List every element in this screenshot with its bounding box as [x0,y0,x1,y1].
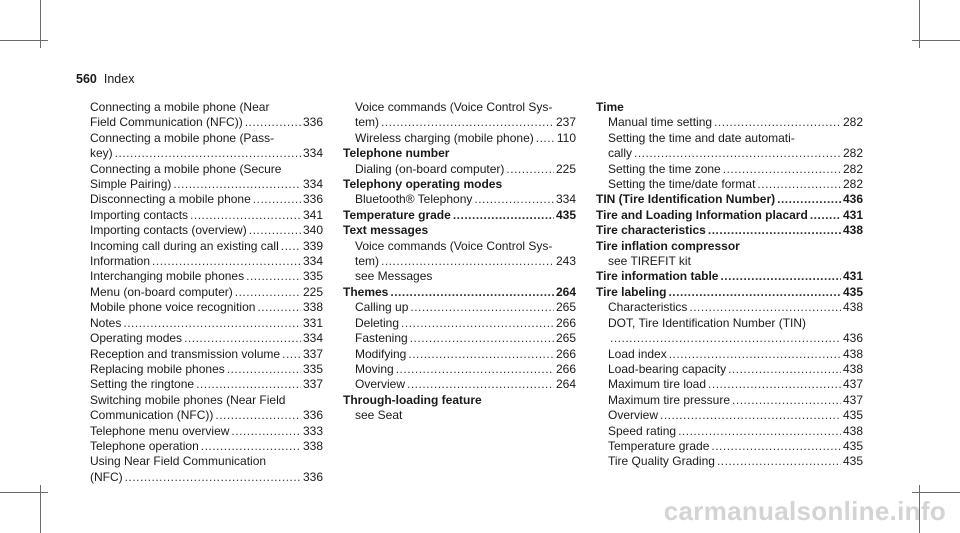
dot-leader [282,347,301,362]
index-entry-term: Setting the time/date format [608,177,756,192]
index-entry-page: 225 [555,161,576,176]
crop-mark [0,40,48,41]
index-entry [90,177,323,192]
index-entry [90,162,323,177]
index-entry [596,223,863,238]
index-entry-term: Time [596,100,624,114]
index-entry [596,146,863,161]
index-entry-term: Wireless charging (mobile phone) [355,130,534,145]
index-column-1 [90,100,323,485]
dot-leader [249,223,301,238]
dot-leader [732,393,841,408]
index-entry-term: Switching mobile phones (Near Field [90,392,286,407]
index-entry-term: Mobile phone voice recognition [90,300,256,315]
index-entry-page: 264 [555,377,576,392]
index-entry-term: Characteristics [608,300,688,315]
dot-leader [235,285,301,300]
index-entry-term: Temperature grade [608,438,710,453]
index-entry [343,285,576,300]
index-entry-term: Voice commands (Voice Control Sys- [355,100,553,114]
index-entry-term: Setting the time and date automati- [608,130,795,145]
dot-leader [410,331,554,346]
index-entry-page: 436 [842,192,863,207]
index-entry [343,208,576,223]
index-entry [596,454,863,469]
dot-leader [810,208,841,223]
index-entry-term: Voice commands (Voice Control Sys- [355,238,553,253]
dot-leader [152,254,301,269]
index-entry-page: 435 [555,207,576,222]
dot-leader [281,239,301,254]
index-entry-page: 282 [842,115,863,130]
index-entry [596,115,863,130]
dot-leader [257,300,301,315]
index-entry-page: 339 [302,238,323,253]
index-entry-term: Maximum tire load [608,377,707,392]
index-entry-term: Connecting a mobile phone (Pass- [90,130,275,145]
dot-leader [125,470,301,485]
index-entry [343,223,576,238]
index-entry-term: Modifying [355,346,407,361]
index-entry-term: DOT, Tire Identification Number (TIN) [608,315,807,330]
dot-leader [201,439,301,454]
index-column-2 [343,100,576,424]
index-entry-term: Manual time setting [608,115,713,130]
index-entry-term: Connecting a mobile phone (Secure [90,161,282,176]
index-entry-term: Speed rating [608,423,677,438]
index-entry-term: Fastening [355,331,408,346]
index-entry [90,331,323,346]
page-number: 560 [76,72,97,86]
dot-leader [115,146,301,161]
index-entry-page: 438 [842,423,863,438]
index-entry-term: Notes [90,315,122,330]
index-entry-page: 335 [302,361,323,376]
index-entry [343,269,576,284]
dot-leader [381,115,554,130]
index-entry-term: Importing contacts (overview) [90,223,247,238]
index-entry-term: tem) [355,254,379,269]
index-entry-page: 334 [302,177,323,192]
index-entry [596,331,863,346]
index-entry-page: 331 [302,315,323,330]
index-entry-term: see Messages [355,269,433,284]
dot-leader [714,115,841,130]
dot-leader [669,347,841,362]
dot-leader [381,254,554,269]
index-entry [343,362,576,377]
index-entry [596,254,863,269]
index-entry-page: 335 [302,269,323,284]
index-entry-page: 225 [302,284,323,299]
index-entry-page: 265 [555,300,576,315]
dot-leader [396,362,554,377]
index-entry-term: Incoming call during an existing call [90,238,279,253]
index-entry-page: 435 [842,408,863,423]
index-entry [90,300,323,315]
index-entry-term: Tire inflation compressor [596,238,740,253]
index-entry-page: 336 [302,115,323,130]
index-entry-page: 337 [302,346,323,361]
index-entry-page: 338 [302,300,323,315]
index-entry [596,347,863,362]
dot-leader [196,377,301,392]
index-entry [90,223,323,238]
index-entry [596,408,863,423]
index-entry [596,393,863,408]
index-entry [343,377,576,392]
index-entry [596,162,863,177]
page-title: Index [103,72,135,86]
dot-leader [407,377,554,392]
index-entry-page: 333 [302,423,323,438]
index-entry [343,347,576,362]
index-entry-term: (NFC) [90,469,123,484]
index-entry-term: Interchanging mobile phones [90,269,245,284]
index-entry-term: Connecting a mobile phone (Near [90,100,270,114]
dot-leader [227,362,301,377]
index-entry [90,192,323,207]
index-entry [343,254,576,269]
index-entry [90,408,323,423]
index-entry-page: 266 [555,346,576,361]
index-entry [90,454,323,469]
index-entry-term: Tire information table [596,269,719,284]
index-entry-page: 334 [302,254,323,269]
dot-leader [390,285,554,300]
index-entry [343,146,576,161]
index-entry-term: Text messages [343,223,429,238]
index-entry-page: 338 [302,438,323,453]
index-entry-page: 336 [302,469,323,484]
index-entry-page: 340 [302,223,323,238]
index-entry-page: 435 [842,454,863,469]
dot-leader [634,146,841,161]
watermark: carmanualsonline.info [663,496,946,526]
index-entry [90,424,323,439]
index-entry [90,393,323,408]
dot-leader [660,408,841,423]
dot-leader [536,131,555,146]
index-entry-page: 341 [302,207,323,222]
index-entry-term: tem) [355,115,379,130]
index-entry-page: 437 [842,377,863,392]
index-entry-page: 438 [842,361,863,376]
crop-mark [912,40,960,41]
index-entry-term: see Seat [355,408,403,423]
dot-leader [668,285,841,300]
index-entry-page: 431 [842,207,863,222]
index-entry-page: 266 [555,361,576,376]
dot-leader [231,424,301,439]
index-entry-term: Telephone operation [90,438,199,453]
index-entry-page: 282 [842,161,863,176]
index-entry-page: 336 [302,408,323,423]
index-entry [596,239,863,254]
index-column-3 [596,100,863,470]
index-entry-term: Load-bearing capacity [608,361,727,376]
index-entry [596,316,863,331]
index-entry-page: 237 [555,115,576,130]
index-entry [343,331,576,346]
dot-leader [245,115,301,130]
dot-leader [728,362,841,377]
index-entry-term: key) [90,146,113,161]
index-entry [343,239,576,254]
dot-leader [678,424,841,439]
index-entry-page: 337 [302,377,323,392]
index-entry-page: 438 [842,346,863,361]
index-entry [90,439,323,454]
dot-leader [173,177,301,192]
index-entry [596,377,863,392]
index-entry [596,300,863,315]
index-entry [90,347,323,362]
index-entry-term: Calling up [355,300,409,315]
index-entry-term: see TIREFIT kit [608,254,691,269]
dot-leader [410,300,554,315]
index-entry [596,208,863,223]
index-entry-term: Deleting [355,315,400,330]
index-entry-term: Dialing (on-board computer) [355,161,505,176]
dot-leader [723,162,841,177]
index-entry-term: Using Near Field Communication [90,454,267,469]
index-entry-page: 435 [842,438,863,453]
index-entry-term: Themes [343,284,389,299]
index-entry [90,131,323,146]
index-entry-term: Information [90,254,151,269]
index-entry-term: TIN (Tire Identification Number) [596,192,776,207]
index-entry-term: Bluetooth® Telephony [355,192,473,207]
index-entry [343,115,576,130]
index-entry-page: 435 [842,284,863,299]
index-entry-term: cally [608,146,633,161]
index-entry [90,115,323,130]
index-entry [596,424,863,439]
dot-leader [215,408,301,423]
dot-leader [689,300,841,315]
index-entry [343,300,576,315]
index-entry-term: Telephony operating modes [343,177,503,192]
index-entry-page: 266 [555,315,576,330]
index-entry-term: Telephone number [343,146,450,161]
index-entry-term: Disconnecting a mobile phone [90,192,251,207]
index-entry-page: 265 [555,331,576,346]
index-entry-page: 334 [302,331,323,346]
dot-leader [717,454,841,469]
index-entry [343,162,576,177]
index-entry-term: Simple Pairing) [90,177,172,192]
index-entry-term: Telephone menu overview [90,423,230,438]
index-entry-term: Through-loading feature [343,392,482,407]
index-entry-term: Field Communication (NFC)) [90,115,243,130]
index-entry-term: Operating modes [90,331,183,346]
index-entry-term: Temperature grade [343,207,451,222]
index-entry-term: Communication (NFC)) [90,408,214,423]
dot-leader [474,192,554,207]
index-entry-term: Maximum tire pressure [608,392,731,407]
dot-leader [190,208,301,223]
index-entry-term: Tire characteristics [596,223,706,238]
index-entry-term: Menu (on-board computer) [90,284,233,299]
dot-leader [401,316,554,331]
index-entry [343,100,576,115]
index-entry [596,269,863,284]
index-entry-term: Setting the time zone [608,161,721,176]
index-entry [90,100,323,115]
index-entry [90,208,323,223]
index-entry [343,408,576,423]
dot-leader [408,347,554,362]
page-header [76,72,134,86]
dot-leader [757,177,841,192]
index-entry-page: 334 [555,192,576,207]
index-entry [90,146,323,161]
index-entry [90,285,323,300]
index-entry [596,177,863,192]
index-entry-page: 336 [302,192,323,207]
index-entry-page: 431 [842,269,863,284]
index-entry [90,377,323,392]
index-entry-page: 334 [302,146,323,161]
dot-leader [184,331,301,346]
index-entry [596,131,863,146]
index-entry-term: Setting the ringtone [90,377,195,392]
index-entry-term: Importing contacts [90,207,189,222]
dot-leader [708,223,841,238]
dot-leader [610,331,841,346]
index-entry-page: 110 [556,130,576,145]
index-entry-page: 282 [842,177,863,192]
dot-leader [253,192,301,207]
dot-leader [453,208,554,223]
index-entry-term: Reception and transmission volume [90,346,281,361]
index-entry [90,316,323,331]
index-entry [343,131,576,146]
index-entry [596,100,863,115]
index-entry-term: Load index [608,346,667,361]
dot-leader [711,439,841,454]
index-entry-term: Tire labeling [596,284,667,299]
dot-leader [246,269,301,284]
index-entry-page: 438 [842,223,863,238]
index-entry [596,285,863,300]
index-entry [343,177,576,192]
dot-leader [123,316,301,331]
index-entry [90,362,323,377]
index-entry [596,439,863,454]
index-entry [90,470,323,485]
index-entry-page: 282 [842,146,863,161]
index-entry [90,239,323,254]
index-entry-term: Tire Quality Grading [608,454,715,469]
index-entry-page: 437 [842,392,863,407]
dot-leader [777,192,841,207]
dot-leader [720,269,841,284]
crop-mark [912,492,960,493]
index-entry [343,192,576,207]
index-entry-page: 264 [555,284,576,299]
index-entry [596,192,863,207]
index-entry-term: Tire and Loading Information placard [596,207,808,222]
index-entry-term: Moving [355,361,394,376]
index-entry [596,362,863,377]
index-entry-page: 436 [842,331,863,346]
index-entry-term: Replacing mobile phones [90,361,225,376]
index-entry [90,254,323,269]
index-entry-term: Overview [355,377,406,392]
index-entry-page: 243 [555,254,576,269]
index-entry [343,316,576,331]
index-entry [343,393,576,408]
dot-leader [506,162,554,177]
index-entry-term: Overview [608,408,659,423]
index-entry-page: 438 [842,300,863,315]
index-entry [90,269,323,284]
dot-leader [708,377,841,392]
crop-mark [0,492,48,493]
